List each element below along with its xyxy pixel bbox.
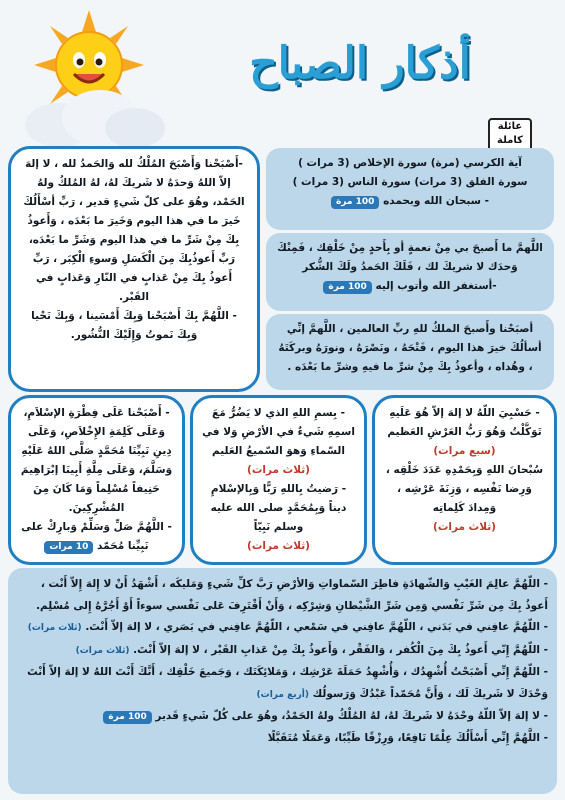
card-text-2: سُبْحانَ اللهِ وَبِحَمْدِهِ عَدَدَ خَلْقِه ، وَرِضا نَفْسِه ، وَزِنَةَ عَرْشِه ، وَمِدادَ كَلِماتِه bbox=[385, 464, 544, 514]
long-line: - اللّهُمَّ عافِني في بَدَني ، اللّهُمَّ عافِني في سَمْعي ، اللّهُمَّ عافِني في بَصَري ، لا إلهَ إلاّ أَنْتَ. (ثلاث مرات) bbox=[27, 621, 548, 633]
card-text: - بِسمِ اللهِ الذي لا يَضُرُّ مَعَ اسمِهِ شَيءٌ في الأرْضِ وَلا في السّماءِ وَهوَ السّميعُ العَليم bbox=[202, 407, 355, 457]
long-line: - اللّهُمَّ إِنّي أَعوذُ بِكَ مِنَ الْكُفر ، وَالفَقْر ، وَأَعوذُ بِكَ مِنْ عَذابِ القَبْر ، لا إلهَ إلاّ أَنْتَ. (ثلاث مرات) bbox=[75, 643, 548, 656]
card-text: - أَصْبَحْنا عَلَى فِطْرَةِ الإسْلاَمِ، وَعَلَى كَلِمَةِ الإِخْلاَصِ، وَعَلَى دِينِ نَبِيِّنَا مُحَمَّدٍ صَلَّى اللهُ عَلَيْهِ وَسَلَّمَ، وَعَلَى مِلَّةِ أَبِينَا إبْرَاهِيمَ حَنِيفاً مُسْلِماً وَمَا كَانَ مِنَ المُشْرِكِينَ. bbox=[20, 407, 173, 514]
repeat-label: (أربع مرات) bbox=[256, 689, 309, 700]
card-line: - سبحان الله وبحمده 100 مرة bbox=[275, 192, 545, 211]
card-asbahna bbox=[266, 314, 554, 390]
card-line: سورة الفلق (3 مرات) سورة الناس (3 مرات ) bbox=[292, 176, 528, 188]
long-line: - لا إلهَ إلاّ اللّهُ وحْدَهُ لا شَريكَ لهُ، لهُ المُلْكُ ولهُ الحَمْدُ، وهُوَ على كُلّ شَيءٍ قَدير 100 مرة bbox=[17, 706, 548, 728]
card-text-2: - رَضيتُ بِاللهِ رَبًّا وَبِالإسْلامِ ديناً وَبِمُحَمَّدٍ صلى الله عليه وسلم نَبِيّاً bbox=[210, 483, 347, 533]
page-title: أذكار الصباح bbox=[249, 38, 471, 89]
card-text: أصبَحْنا وأَصبحَ الملكُ للهِ ربِّ العالمين ، اللَّهمَّ إنِّي أسألُكَ خيرَ هذا اليوم ، فَتْحَهُ ، ونَصْرَهُ ، ونورَهُ وبركَتَهُ ، وهُداه ، وأعوذُ بِكَ مِنْ شرِّ ما فيهِ وشرِّ ما بَعْدَه . bbox=[278, 323, 542, 373]
repeat-label: (ثلاث مرات) bbox=[247, 464, 310, 476]
card-ayat bbox=[266, 148, 554, 230]
repeat-label: (سبع مرات) bbox=[433, 445, 496, 457]
card-line: آية الكرسي (مرة) سورة الإخلاص (3 مرات ) bbox=[298, 157, 522, 169]
logo-text: عائلة كاملة bbox=[497, 121, 523, 146]
long-line: - اللّهُمَّ إِنِّي أَصْبَحْتُ أُشْهِدُك ، وَأُشْهِدُ حَمَلَةَ عَرْشِك ، وَمَلائِكَتَك ، وَجَميعَ خَلْقِك ، أَنَّكَ أَنْتَ اللهُ لا إلهَ إلاّ أَنْتَ وَحْدَكَ لا شَريكَ لَك ، وَأَنَّ مُحَمّداً عَبْدُكَ وَرَسولُك (أربع مرات) bbox=[27, 666, 548, 700]
card-text-2: - اللَّهُمَّ بِكَ أَصْبَحْنا وَبِكَ أَمْسَينا ، وَبِكَ نَحْيا وَبِكَ نَموتُ وَإِلَيْكَ النُّشُور. bbox=[31, 310, 237, 341]
card-text: اللَّهمَّ ما أَصبحَ بي مِنْ نعمةٍ أو بِأَحدٍ مِنْ خَلْقِك ، فَمِنْكَ وَحدَك لا شريكَ لك ، فَلَكَ الحَمدُ ولَكَ الشُّكر bbox=[277, 242, 543, 273]
card-long-adhkar bbox=[8, 568, 557, 794]
cloud-illustration bbox=[20, 80, 170, 150]
count-badge: 100 مرة bbox=[103, 711, 151, 724]
card-hasbiya bbox=[372, 395, 557, 565]
repeat-label: (ثلاث مرات) bbox=[247, 540, 310, 552]
card-fitra bbox=[8, 395, 185, 565]
card-nima bbox=[266, 233, 554, 311]
card-text: - حَسْبِيَ اللّهُ لا إلهَ إلاّ هُوَ عَلَيهِ تَوَكَّلْتُ وَهُوَ رَبُّ العَرْشِ العَظيم bbox=[387, 407, 542, 438]
long-line: - اللَّهُمَّ إِنِّي أَسْأَلُكَ عِلْمًا نَافِعًا، وَرِزْقًا طَيِّبًا، وَعَمَلًا مُتَقَبَّلًا bbox=[267, 731, 548, 744]
card-bismillah bbox=[190, 395, 367, 565]
repeat-label: (ثلاث مرات) bbox=[433, 521, 496, 533]
card-mulk bbox=[8, 146, 260, 392]
count-badge: 10 مرات bbox=[44, 541, 93, 554]
card-line: - اللَّهُمَّ صَلِّ وَسَلِّمْ وَبارِكْ على نَبِيِّنا مُحَمّد 10 مرات bbox=[21, 521, 172, 552]
card-text: -أَصْبَحْنا وَأَصْبَحَ المُلْكُ لله وَالحَمدُ لله ، لا إلهَ إلاّ اللهُ وَحدَهُ لا شَريكَ لهُ، لهُ المُلكُ ولهُ الحَمْد، وهُوَ على كلّ شَيءٍ قدير ، رَبِّ أسْأَلُكَ خَيرَ ما في هذا اليوم وَخَيرَ ما بَعْدَه ، وَأَعوذُ بِكَ مِنْ شَرِّ ما في هذا اليوم وَشَرِّ ما بَعْدَه، رَبِّ أَعوذُبِكَ مِنَ الْكَسَلِ وَسوءِ الْكِبَر ، رَبِّ أَعوذُ بِكَ مِنْ عَذابٍ في النّارِ وَعَذابٍ في القَبْر. bbox=[23, 158, 245, 303]
repeat-label: (ثلاث مرات) bbox=[27, 623, 82, 633]
long-line: - اللّهُمَّ عالِمَ الغَيْبِ وَالشّهادَةِ فاطِرَ السّماواتِ وَالأرْضِ رَبَّ كلِّ شَيءٍ وَمَليكَه ، أَشْهَدُ أَنْ لا إِلهَ إِلاّ أَنْت ، أَعوذُ بِكَ مِن شَرِّ نَفْسي وَمِن شَرِّ الشَّيْطانِ وَشِرْكِه ، وَأَنْ أَقْتَرِفَ عَلى نَفْسي سوءاً أَوْ أَجُرَّهُ إِلى مُسْلِم. bbox=[36, 578, 548, 612]
repeat-label: (ثلاث مرات) bbox=[75, 645, 130, 656]
count-badge: 100 مرة bbox=[331, 196, 379, 209]
card-line: -أستغفر الله وأتوب إليه 100 مرة bbox=[275, 277, 545, 296]
count-badge: 100 مرة bbox=[323, 281, 371, 294]
